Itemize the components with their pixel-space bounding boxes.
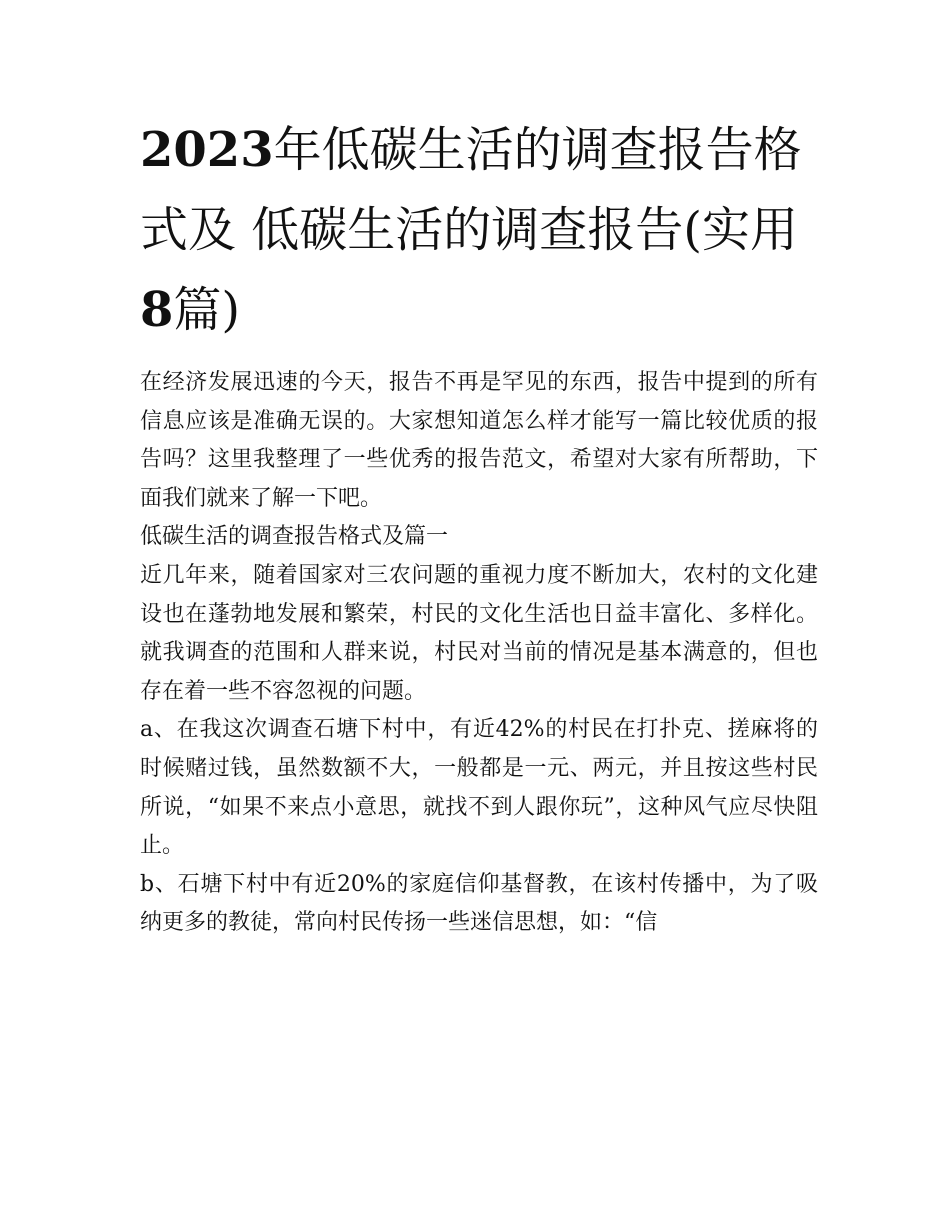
document-page xyxy=(140,110,818,943)
list-item-a: a、在我这次调查石塘下村中，有近42%的村民在打扑克、搓麻将的时候赌过钱，虽然数额不大，一般都是一元、两元，并且按这些村民所说，“如果不来点小意思，就找不到人跟你玩”，这种风气应尽快阻止。 xyxy=(140,717,818,859)
document-body xyxy=(140,364,818,943)
list-item-b: b、石塘下村中有近20%的家庭信仰基督教，在该村传播中，为了吸纳更多的教徒，常向村民传扬一些迷信思想，如：“信 xyxy=(140,871,818,936)
body-paragraph: 近几年来，随着国家对三农问题的重视力度不断加大，农村的文化建设也在蓬勃地发展和繁荣，村民的文化生活也日益丰富化、多样化。就我调查的范围和人群来说，村民对当前的情况是基本满意的，但也存在着一些不容忽视的问题。 xyxy=(140,562,818,704)
intro-paragraph: 在经济发展迅速的今天，报告不再是罕见的东西，报告中提到的所有信息应该是准确无误的。大家想知道怎么样才能写一篇比较优质的报告吗？这里我整理了一些优秀的报告范文，希望对大家有所帮助，下面我们就来了解一下吧。 xyxy=(140,370,818,511)
document-title: 2023年低碳生活的调查报告格式及 低碳生活的调查报告(实用8篇) xyxy=(140,122,802,338)
section-heading: 低碳生活的调查报告格式及篇一 xyxy=(140,524,449,550)
